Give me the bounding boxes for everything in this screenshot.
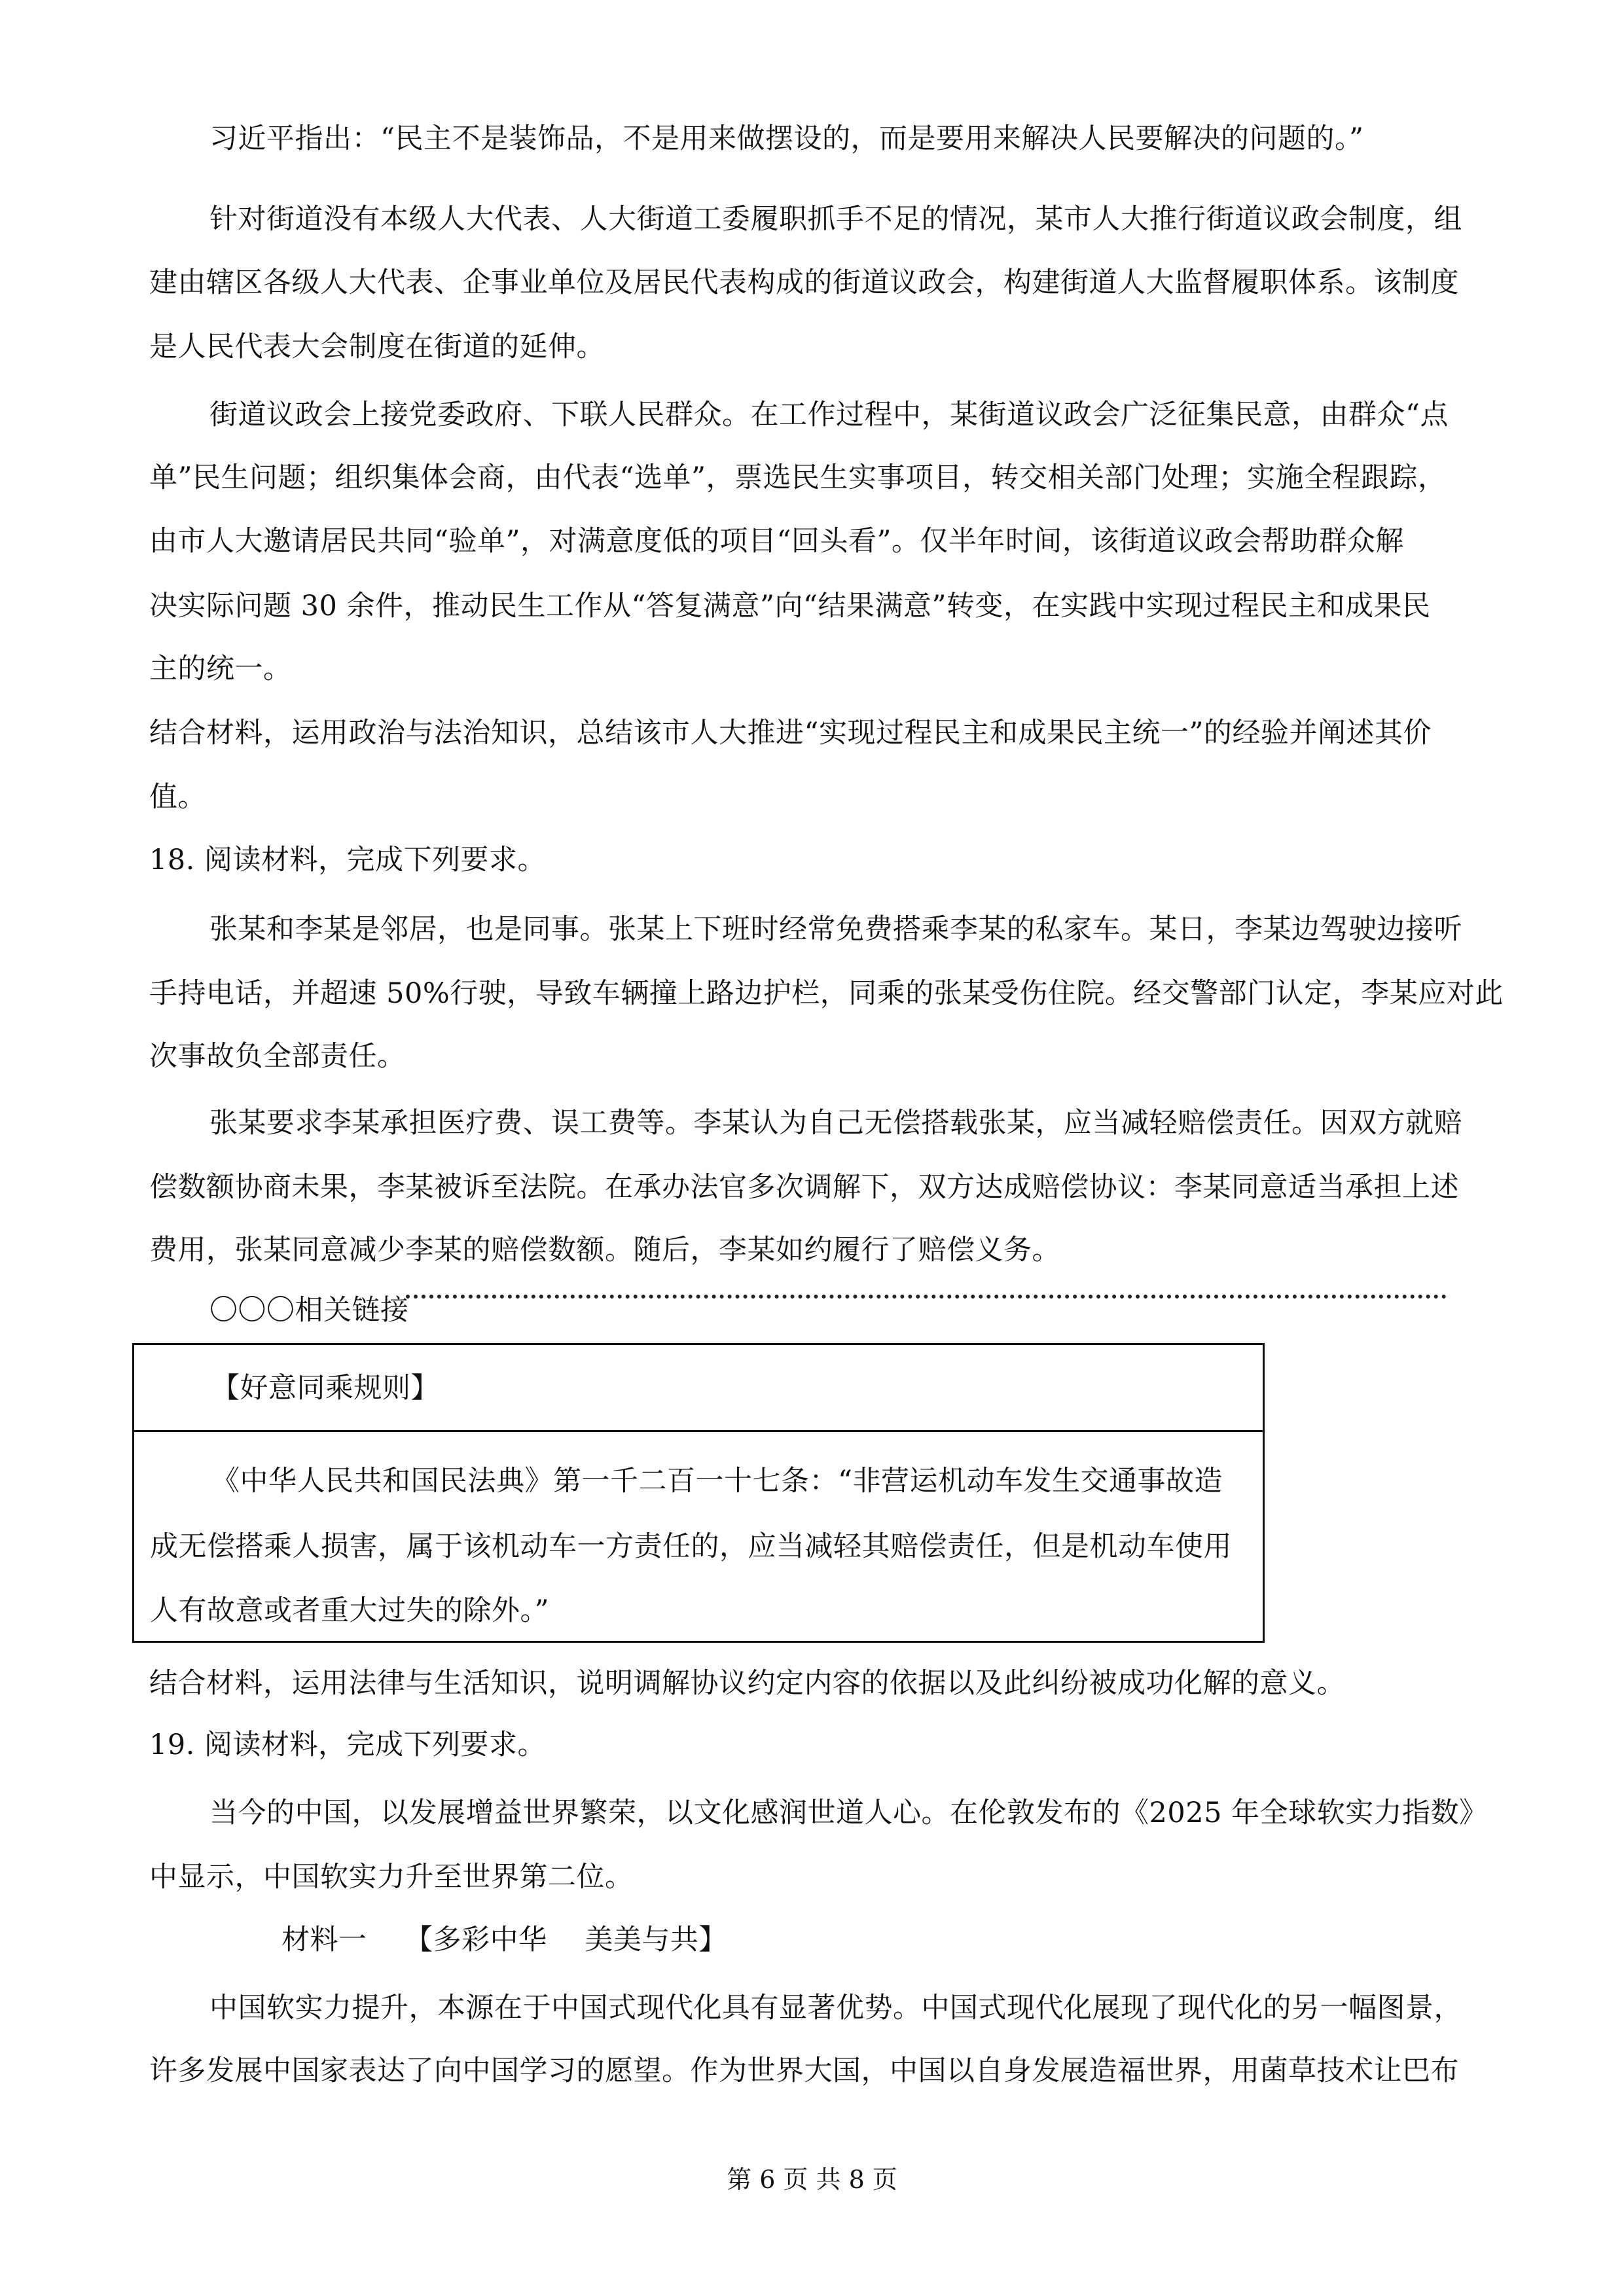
q17-prompt-line: 值。 [149,781,206,814]
q19-material-line: 中国软实力提升，本源在于中国式现代化具有显著优势。中国式现代化展现了现代化的另一幅图景， [209,1992,1462,2024]
related-link-label: 〇〇〇相关链接 [209,1294,409,1327]
q19-intro-line: 中显示，中国软实力升至世界第二位。 [149,1861,634,1893]
q18-material-line: 偿数额协商未果，李某被诉至法院。在承办法官多次调解下，双方达成赔偿协议：李某同意适当承担上述 [149,1171,1459,1204]
q17-material-line: 决实际问题 30 余件，推动民生工作从“答复满意”向“结果满意”转变，在实践中实现过程民主和成果民 [149,590,1431,622]
page-number: 第 6 页 共 8 页 [727,2165,897,2194]
q17-material-line: 是人民代表大会制度在街道的延伸。 [149,331,605,363]
q18-material-line: 张某要求李某承担医疗费、误工费等。李某认为自己无偿搭载张某，应当减轻赔偿责任。因双方就赔 [209,1107,1462,1139]
q17-material-line: 单”民生问题；组织集体会商，由代表“选单”，票选民生实事项目，转交相关部门处理；实施全程跟踪， [149,461,1447,494]
q19-material-title: 材料一 【多彩中华 美美与共】 [281,1924,727,1956]
q18-material-line: 手持电话，并超速 50%行驶，导致车辆撞上路边护栏，同乘的张某受伤住院。经交警部门认定，李某应对此 [149,977,1504,1010]
box-divider [134,1430,1263,1432]
q17-material-line: 由市人大邀请居民共同“验单”，对满意度低的项目“回头看”。仅半年时间，该街道议政会帮助群众解 [149,525,1404,558]
box-law-line: 《中华人民共和国民法典》第一千二百一十七条：“非营运机动车发生交通事故造 [211,1465,1223,1498]
q17-material-line: 建由辖区各级人大代表、企事业单位及居民代表构成的街道议政会，构建街道人大监督履职体系。该制度 [149,266,1459,299]
box-title: 【好意同乘规则】 [211,1372,439,1405]
q17-material-line: 主的统一。 [149,653,292,685]
q18-heading: 18. 阅读材料，完成下列要求。 [149,844,547,876]
q18-material-line: 张某和李某是邻居，也是同事。张某上下班时经常免费搭乘李某的私家车。某日，李某边驾驶边接听 [209,913,1462,946]
q17-quote-line: 习近平指出：“民主不是装饰品，不是用来做摆设的，而是要用来解决人民要解决的问题的。” [209,122,1364,155]
dotted-leader [406,1295,1447,1299]
box-law-line: 成无偿搭乘人损害，属于该机动车一方责任的，应当减轻其赔偿责任，但是机动车使用 [150,1530,1232,1563]
q17-material-line: 针对街道没有本级人大代表、人大街道工委履职抓手不足的情况，某市人大推行街道议政会制度，组 [209,203,1462,236]
box-law-line: 人有故意或者重大过失的除外。” [150,1594,549,1627]
q19-intro-line: 当今的中国，以发展增益世界繁荣，以文化感润世道人心。在伦敦发布的《2025 年全球软实力指数》 [209,1797,1488,1829]
q17-material-line: 街道议政会上接党委政府、下联人民群众。在工作过程中，某街道议政会广泛征集民意，由群众“点 [209,399,1449,431]
q17-prompt-line: 结合材料，运用政治与法治知识，总结该市人大推进“实现过程民主和成果民主统一”的经验并阐述其价 [149,717,1432,749]
q18-material-line: 费用，张某同意减少李某的赔偿数额。随后，李某如约履行了赔偿义务。 [149,1234,1060,1266]
q18-prompt: 结合材料，运用法律与生活知识，说明调解协议约定内容的依据以及此纠纷被成功化解的意义。 [149,1667,1345,1700]
q18-material-line: 次事故负全部责任。 [149,1040,406,1073]
q19-material-line: 许多发展中国家表达了向中国学习的愿望。作为世界大国，中国以自身发展造福世界，用菌草技术让巴布 [149,2054,1459,2087]
legal-rule-box [132,1343,1265,1643]
q19-heading: 19. 阅读材料，完成下列要求。 [149,1729,547,1761]
